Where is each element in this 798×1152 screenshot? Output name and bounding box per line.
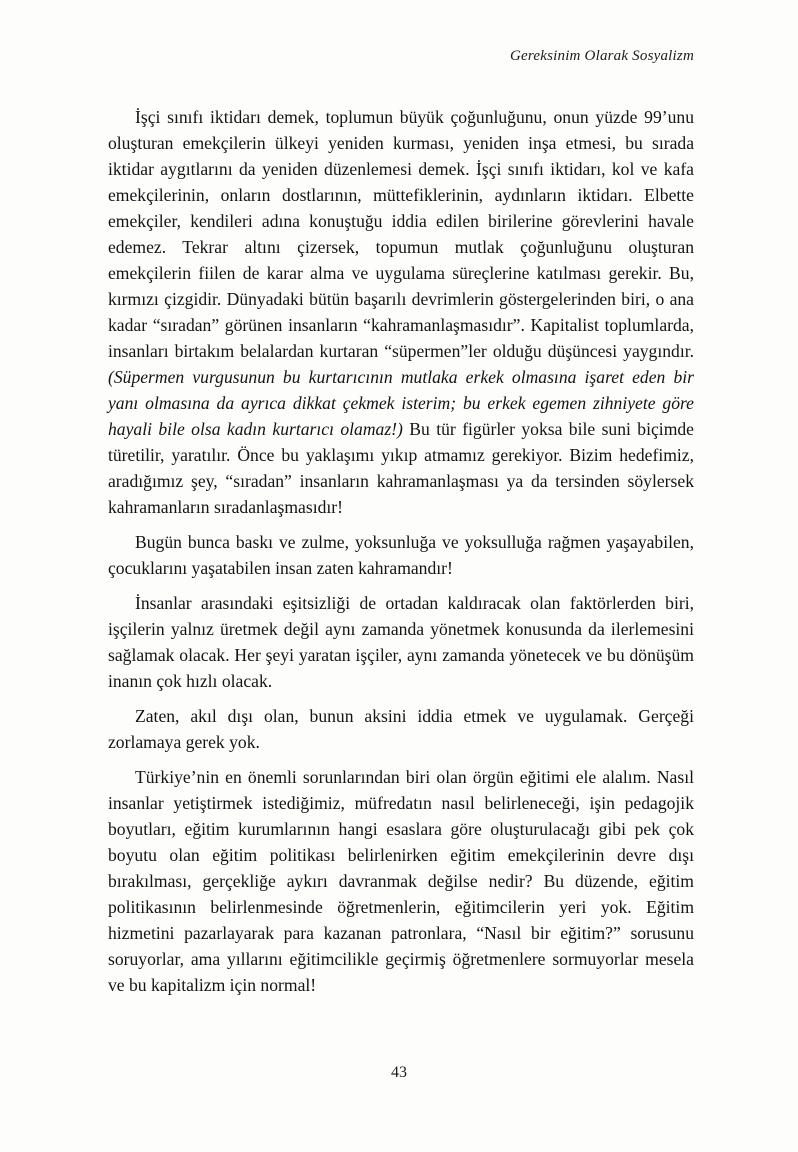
paragraph: [108, 529, 694, 581]
text-run: Zaten, akıl dışı olan, bunun aksini iddia etmek ve uygulamak. Gerçeği zorlamaya gerek yok.: [108, 706, 694, 752]
text-run: Bugün bunca baskı ve zulme, yoksunluğa ve yoksulluğa rağmen yaşayabilen, çocuklarını yaşatabilen insan zaten kahramandır!: [108, 532, 694, 578]
body-text: [108, 104, 694, 998]
text-run: Bu tür figürler yoksa bile suni biçimde türetilir, yaratılır. Önce bu yaklaşımı yıkıp atmamız gerekiyor. Bizim hedefimiz, aradığımız şey, “sıradan” insanların kahramanlaşması ya da tersinden söylersek kahramanların sıradanlaşmasıdır!: [108, 419, 694, 517]
paragraph: [108, 104, 694, 520]
running-header: Gereksinim Olarak Sosyalizm: [510, 48, 694, 64]
text-run: İşçi sınıfı iktidarı demek, toplumun büyük çoğunluğunu, onun yüzde 99’unu oluşturan emekçilerin ülkeyi yeniden kurması, yeniden inşa etmesi, bu sırada iktidar aygıtlarını da yeniden düzenlemesi demek. İşçi sınıfı iktidarı, kol ve kafa emekçilerinin, onların dostlarının, müttefiklerinin, aydınların iktidarı. Elbette emekçiler, kendileri adına konuştuğu iddia edilen birilerine görevlerini havale edemez. Tekrar altını çizersek, topumun mutlak çoğunluğunu oluşturan emekçilerin fiilen de karar alma ve uygulama süreçlerine katılması gerekir. Bu, kırmızı çizgidir. Dünyadaki bütün başarılı devrimlerin göstergelerinden biri, o ana kadar “sıradan” görünen insanların “kahramanlaşmasıdır”. Kapitalist toplumlarda, insanları birtakım belalardan kurtaran “süpermen”ler olduğu düşüncesi yaygındır.: [108, 107, 694, 361]
italic-text-run: (Süpermen vurgusunun bu kurtarıcının mutlaka erkek olmasına işaret eden bir yanı olmasına da ayrıca dikkat çekmek isterim; bu erkek egemen zihniyete göre hayali bile olsa kadın kurtarıcı olamaz!): [108, 367, 694, 439]
paragraph: [108, 703, 694, 755]
page-number: 43: [391, 1064, 407, 1081]
text-run: İnsanlar arasındaki eşitsizliği de ortadan kaldıracak olan faktörlerden biri, işçilerin yalnız üretmek değil aynı zamanda yönetmek konusunda da ilerlemesini sağlamak olacak. Her şeyi yaratan işçiler, aynı zamanda yönetecek ve bu dönüşüm inanın çok hızlı olacak.: [108, 593, 694, 691]
text-run: Türkiye’nin en önemli sorunlarından biri olan örgün eğitimi ele alalım. Nasıl insanlar yetiştirmek istediğimiz, müfredatın nasıl belirleneceği, işin pedagojik boyutları, eğitim kurumlarının hangi esaslara göre oluşturulacağı gibi pek çok boyutu olan eğitim politikası belirlenirken eğitim emekçilerinin devre dışı bırakılması, gerçekliğe aykırı davranmak değilse nedir? Bu düzende, eğitim politikasının belirlenmesinde öğretmenlerin, eğitimcilerin yeri yok. Eğitim hizmetini pazarlayarak para kazanan patronlara, “Nasıl bir eğitim?” sorusunu soruyorlar, ama yıllarını eğitimcilikle geçirmiş öğretmenlere sormuyorlar mesela ve bu kapitalizm için normal!: [108, 767, 694, 995]
paragraph: [108, 764, 694, 998]
paragraph: [108, 590, 694, 694]
